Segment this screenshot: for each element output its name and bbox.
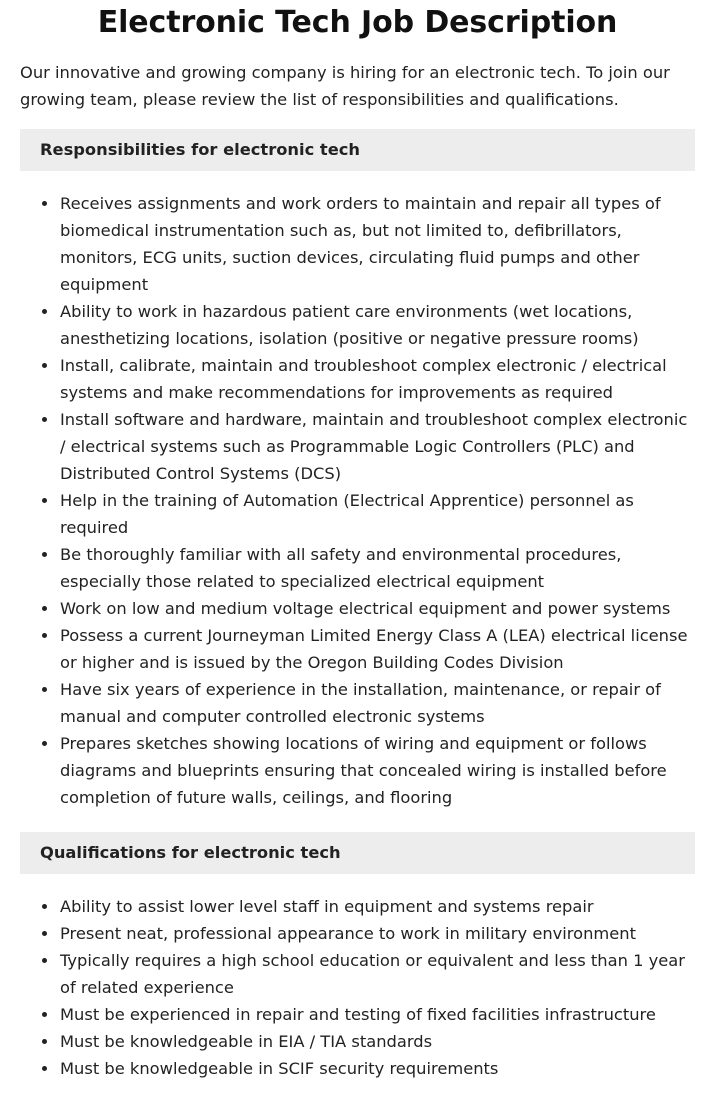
list-item: Ability to assist lower level staff in equipment and systems repair — [60, 893, 695, 920]
list-item: Have six years of experience in the installation, maintenance, or repair of manual and computer controlled electronic systems — [60, 676, 695, 730]
list-item: Install software and hardware, maintain and troubleshoot complex electronic / electrical systems such as Programmable Logic Controllers (PLC) and Distributed Control Systems (DCS) — [60, 406, 695, 487]
qualifications-heading: Qualifications for electronic tech — [20, 832, 695, 874]
list-item: Present neat, professional appearance to work in military environment — [60, 920, 695, 947]
responsibilities-list — [20, 190, 695, 811]
page-title: Electronic Tech Job Description — [97, 5, 618, 40]
qualifications-list — [20, 893, 695, 1082]
list-item: Be thoroughly familiar with all safety and environmental procedures, especially those related to specialized electrical equipment — [60, 541, 695, 595]
list-item: Prepares sketches showing locations of wiring and equipment or follows diagrams and blueprints ensuring that concealed wiring is installed before completion of future walls, ceilings, and flooring — [60, 730, 695, 811]
list-item: Must be experienced in repair and testing of fixed facilities infrastructure — [60, 1001, 695, 1028]
list-item: Must be knowledgeable in SCIF security requirements — [60, 1055, 695, 1082]
list-item: Ability to work in hazardous patient care environments (wet locations, anesthetizing locations, isolation (positive or negative pressure rooms) — [60, 298, 695, 352]
list-item: Possess a current Journeyman Limited Energy Class A (LEA) electrical license or higher and is issued by the Oregon Building Codes Division — [60, 622, 695, 676]
list-item: Receives assignments and work orders to maintain and repair all types of biomedical instrumentation such as, but not limited to, defibrillators, monitors, ECG units, suction devices, circulating fluid pumps and other equipment — [60, 190, 695, 298]
list-item: Typically requires a high school education or equivalent and less than 1 year of related experience — [60, 947, 695, 1001]
intro-paragraph: Our innovative and growing company is hiring for an electronic tech. To join our growing team, please review the list of responsibilities and qualifications. — [20, 63, 670, 109]
list-item: Work on low and medium voltage electrical equipment and power systems — [60, 595, 695, 622]
list-item: Help in the training of Automation (Electrical Apprentice) personnel as required — [60, 487, 695, 541]
responsibilities-heading: Responsibilities for electronic tech — [20, 129, 695, 171]
list-item: Install, calibrate, maintain and troubleshoot complex electronic / electrical systems and make recommendations for improvements as required — [60, 352, 695, 406]
list-item: Must be knowledgeable in EIA / TIA standards — [60, 1028, 695, 1055]
